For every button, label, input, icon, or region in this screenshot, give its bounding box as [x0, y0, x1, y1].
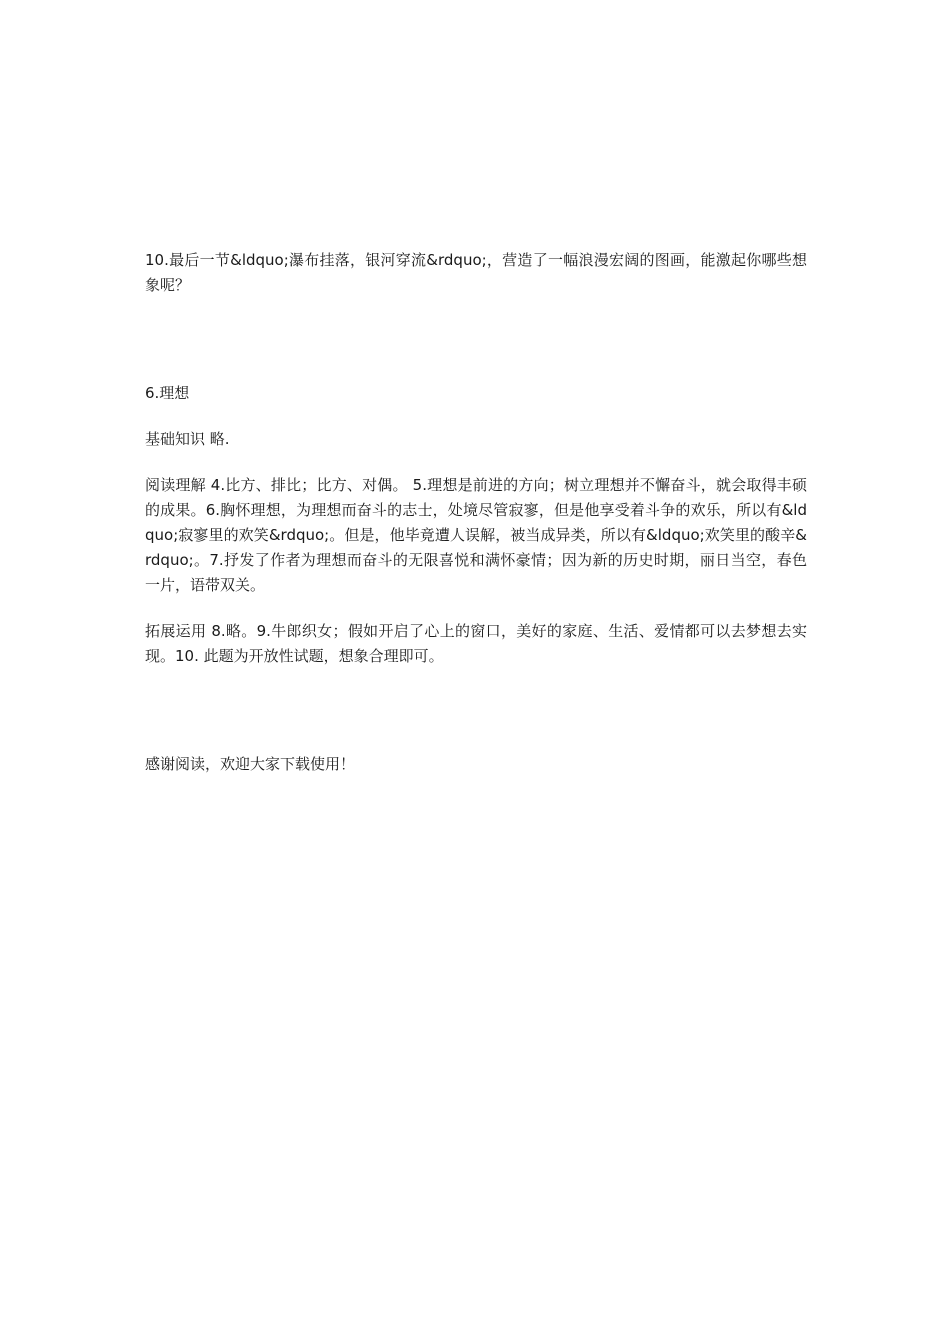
reading-comprehension-paragraph: 阅读理解 4.比方、排比；比方、对偶。 5.理想是前进的方向；树立理想并不懈奋斗，就会取得丰硕的成果。6.胸怀理想，为理想而奋斗的志士，处境尽管寂寥，但是他享受着斗争的欢乐，所以有&ldquo;寂寥里的欢笑&rdquo;。但是，他毕竟遭人误解，被当成异类，所以有&ldquo;欢笑里的酸辛&rdquo;。7.抒发了作者为理想而奋斗的无限喜悦和满怀豪情；因为新的历史时期，丽日当空，春色一片，语带双关。	[145, 476, 807, 594]
document-body	[145, 248, 807, 777]
basic-knowledge-paragraph: 基础知识 略.	[145, 430, 230, 448]
extension-application-paragraph: 拓展运用 8.略。9.牛郎织女；假如开启了心上的窗口，美好的家庭、生活、爱情都可以去梦想去实现。10. 此题为开放性试题，想象合理即可。	[145, 622, 807, 665]
closing-note: 感谢阅读，欢迎大家下载使用！	[145, 755, 356, 773]
question-10-paragraph: 10.最后一节&ldquo;瀑布挂落，银河穿流&rdquo;，营造了一幅浪漫宏阔的图画，能激起你哪些想象呢？	[145, 251, 807, 294]
answer-section-title: 6.理想	[145, 384, 190, 402]
